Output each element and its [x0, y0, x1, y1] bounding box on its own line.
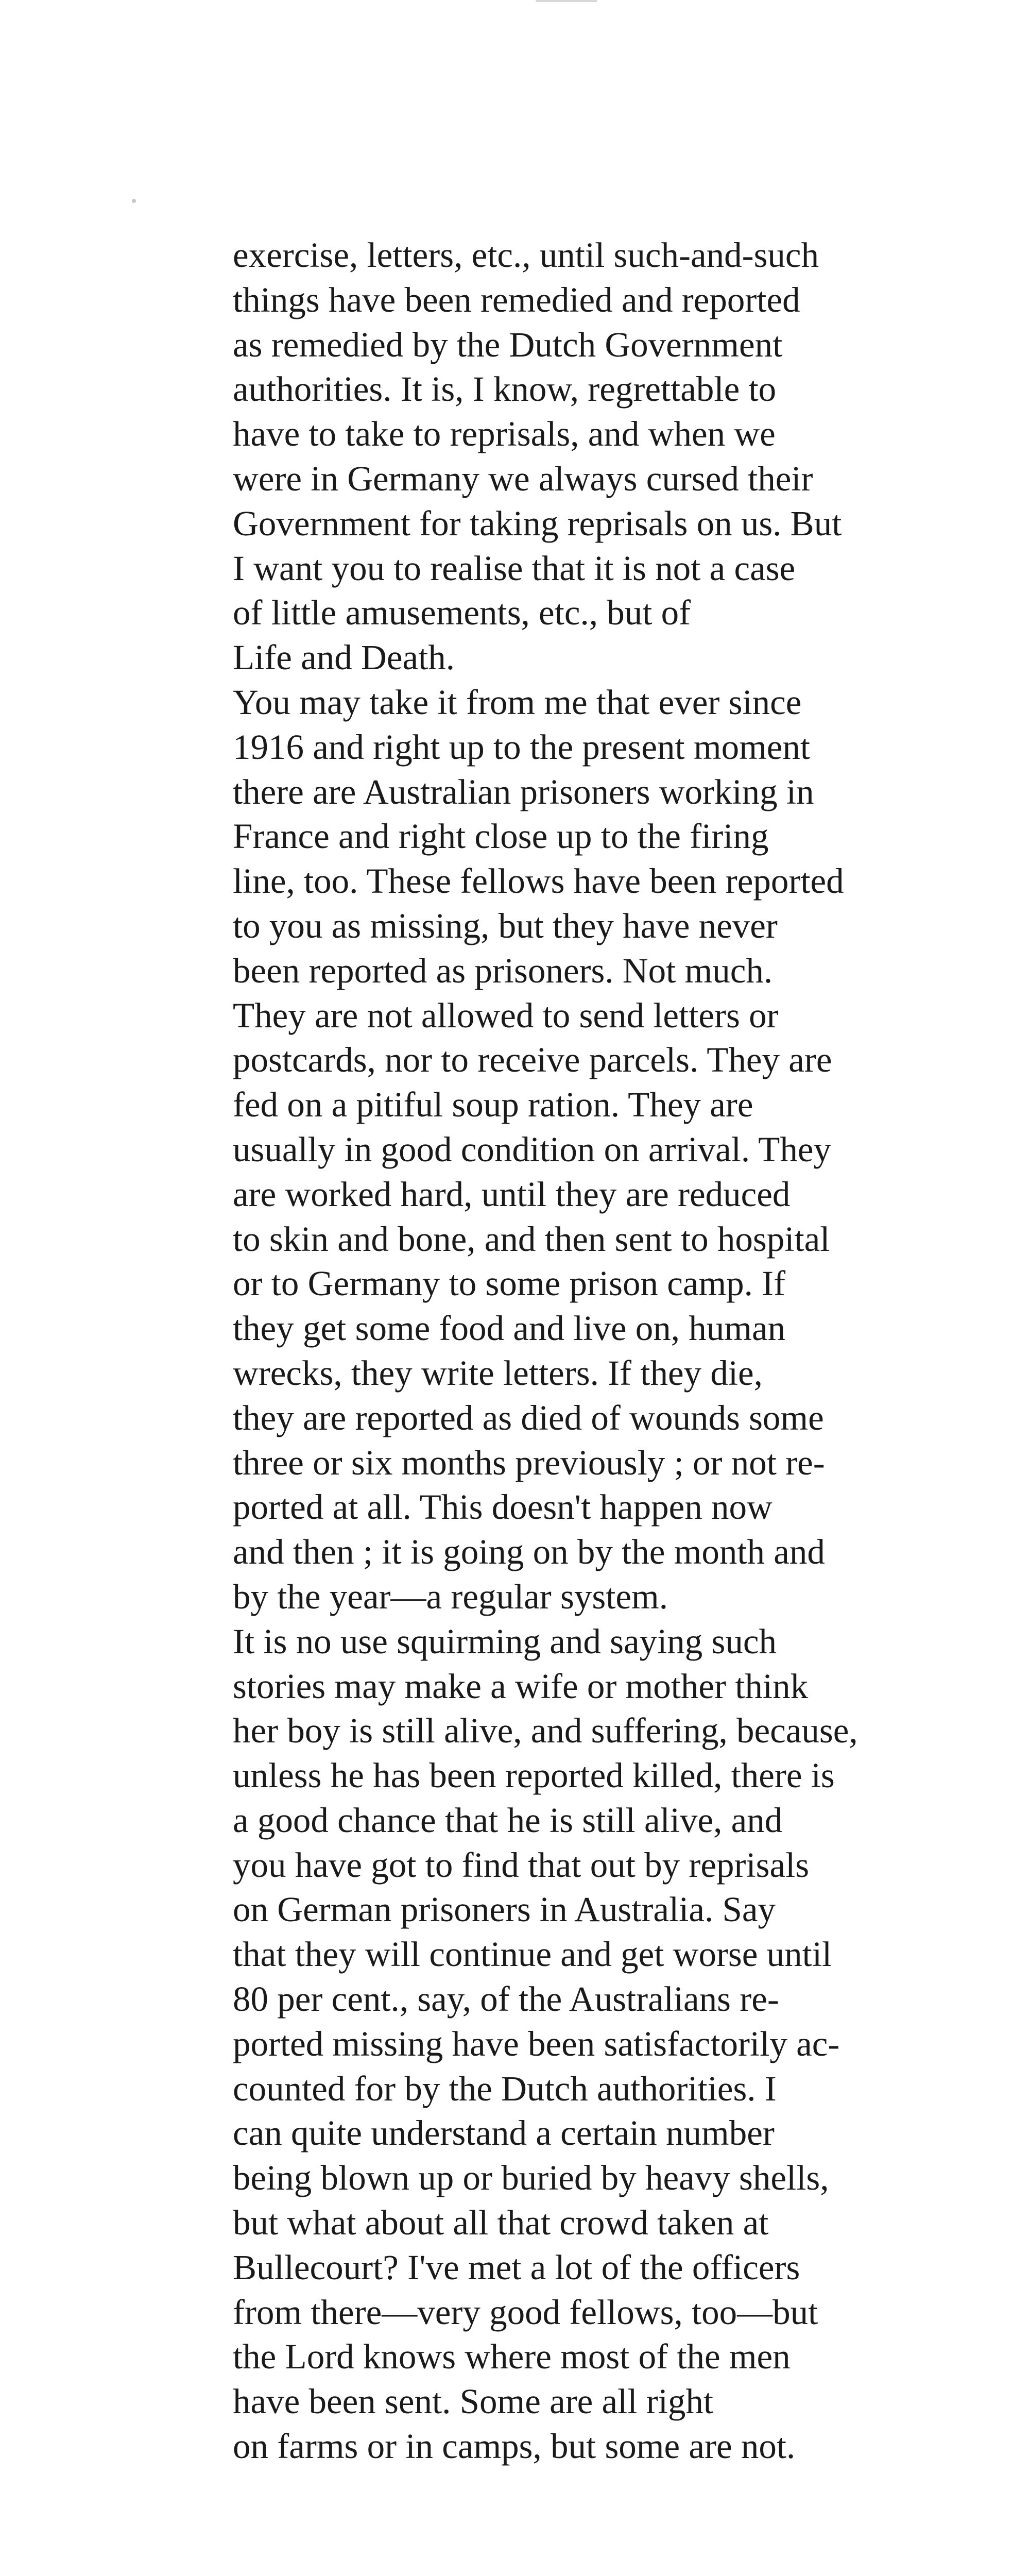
text-line: ported missing have been satisfactorily ac- — [233, 2024, 840, 2063]
text-line: or to Germany to some prison camp. If — [233, 1264, 786, 1303]
text-line: usually in good condition on arrival. They — [233, 1129, 831, 1169]
scan-speck — [132, 199, 136, 203]
text-line: they get some food and live on, human — [233, 1309, 786, 1348]
text-line: a good chance that he is still alive, and — [233, 1800, 783, 1840]
text-line: line, too. These fellows have been reported — [233, 861, 844, 901]
text-line: the Lord knows where most of the men — [233, 2337, 791, 2377]
text-line: unless he has been reported killed, there is — [233, 1756, 835, 1795]
text-line: postcards, nor to receive parcels. They are — [233, 1040, 832, 1080]
text-line: as remedied by the Dutch Government — [233, 325, 783, 364]
text-line: can quite understand a certain number — [233, 2113, 775, 2153]
text-line: They are not allowed to send letters or — [233, 995, 779, 1035]
text-line: from there—very good fellows, too—but — [233, 2292, 818, 2332]
text-line: France and right close up to the firing — [233, 817, 769, 856]
text-line: there are Australian prisoners working in — [233, 772, 814, 811]
text-line: Government for taking reprisals on us. But — [233, 503, 842, 543]
text-line: things have been remedied and reported — [233, 280, 800, 319]
text-line: counted for by the Dutch authorities. I — [233, 2069, 777, 2108]
document-body — [233, 233, 954, 2469]
text-line: Life and Death. — [233, 638, 455, 677]
text-line: 80 per cent., say, of the Australians re- — [233, 1979, 779, 2019]
text-line: to you as missing, but they have never — [233, 906, 778, 945]
text-line: wrecks, they write letters. If they die, — [233, 1353, 763, 1393]
text-line: have been sent. Some are all right — [233, 2382, 714, 2421]
text-line: and then ; it is going on by the month and — [233, 1532, 825, 1572]
text-line: but what about all that crowd taken at — [233, 2203, 769, 2243]
scan-edge-mark — [536, 0, 597, 2]
text-line: exercise, letters, etc., until such-and-such — [233, 235, 819, 275]
text-line: that they will continue and get worse until — [233, 1935, 832, 1974]
text-line: authorities. It is, I know, regrettable to — [233, 369, 777, 409]
text-line: three or six months previously ; or not re- — [233, 1443, 825, 1482]
text-line: been reported as prisoners. Not much. — [233, 951, 773, 990]
text-line: I want you to realise that it is not a case — [233, 548, 796, 588]
text-line: 1916 and right up to the present moment — [233, 727, 811, 767]
text-line: they are reported as died of wounds some — [233, 1398, 824, 1437]
text-line: You may take it from me that ever since — [233, 682, 802, 722]
text-line: by the year—a regular system. — [233, 1577, 668, 1616]
text-line: to skin and bone, and then sent to hospital — [233, 1219, 830, 1259]
text-line: Bullecourt? I've met a lot of the officers — [233, 2247, 800, 2287]
text-line: fed on a pitiful soup ration. They are — [233, 1085, 753, 1125]
text-line: her boy is still alive, and suffering, because, — [233, 1711, 858, 1751]
text-line: on German prisoners in Australia. Say — [233, 1890, 776, 1929]
text-line: stories may make a wife or mother think — [233, 1666, 809, 1706]
text-line: were in Germany we always cursed their — [233, 459, 813, 498]
text-line: It is no use squirming and saying such — [233, 1621, 777, 1661]
text-line: you have got to find that out by reprisals — [233, 1845, 810, 1885]
text-line: have to take to reprisals, and when we — [233, 414, 776, 454]
text-line: on farms or in camps, but some are not. — [233, 2427, 796, 2466]
text-line: of little amusements, etc., but of — [233, 593, 691, 633]
text-line: ported at all. This doesn't happen now — [233, 1487, 772, 1527]
text-line: are worked hard, until they are reduced — [233, 1174, 791, 1214]
text-line: being blown up or buried by heavy shells, — [233, 2158, 829, 2198]
